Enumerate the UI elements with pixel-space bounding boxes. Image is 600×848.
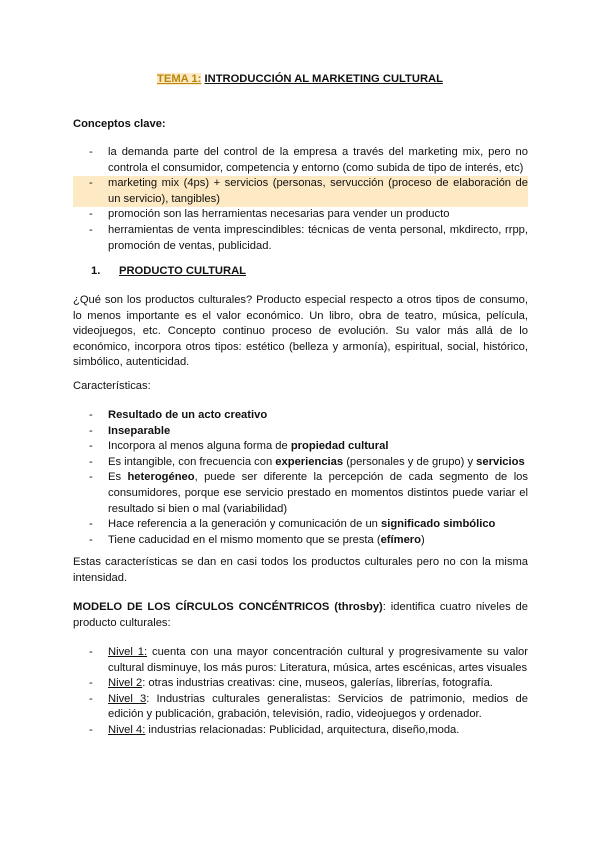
modelo-paragraph: MODELO DE LOS CÍRCULOS CONCÉNTRICOS (throsby): identifica cuatro niveles de producto culturales:: [73, 601, 528, 629]
list-item: - Resultado de un acto creativo: [73, 408, 528, 424]
page-title: [0, 72, 600, 88]
title-prefix: TEMA 1:: [157, 73, 202, 85]
list-item: - Hace referencia a la generación y comunicación de un significado simbólico: [73, 517, 528, 533]
caracteristicas-list: [73, 408, 528, 548]
list-item: - la demanda parte del control de la empresa a través del marketing mix, pero no controla el consumidor, competencia y entorno (como subida de tipo de interés, etc): [73, 145, 528, 176]
list-item: - marketing mix (4ps) + servicios (personas, servucción (proceso de elaboración de un servicio), tangibles): [73, 176, 528, 207]
list-item: - promoción son las herramientas necesarias para vender un producto: [73, 207, 528, 223]
list-item: - Nivel 1: cuenta con una mayor concentración cultural y progresivamente su valor cultural disminuye, los más puros: Literatura, música, artes escénicas, artes visuales: [73, 645, 528, 676]
list-item: - Inseparable: [73, 424, 528, 440]
list-item: - Nivel 3: Industrias culturales generalistas: Servicios de patrimonio, medios de edición y publicación, grabación, televisión, radio, videojuegos y ordenador.: [73, 692, 528, 723]
niveles-list: [73, 645, 528, 739]
title-text: INTRODUCCIÓN AL MARKETING CULTURAL: [204, 73, 443, 85]
list-item: - Incorpora al menos alguna forma de propiedad cultural: [73, 439, 528, 455]
conclusion-paragraph: Estas características se dan en casi todos los productos culturales pero no con la misma intensidad.: [73, 556, 528, 584]
list-item: - Es intangible, con frecuencia con experiencias (personales y de grupo) y servicios: [73, 455, 528, 471]
list-item: - herramientas de venta imprescindibles: técnicas de venta personal, mkdirecto, rrpp, promoción de ventas, publicidad.: [73, 223, 528, 254]
caracteristicas-label: Características:: [73, 380, 151, 392]
list-item: - Tiene caducidad en el mismo momento que se presta (efímero): [73, 533, 528, 549]
section-intro: ¿Qué son los productos culturales? Producto especial respecto a otros tipos de consumo, lo menos importante es el valor económico. Un libro, obra de teatro, música, película, videojuegos, etc. Concepto continuo proceso de evolución. Su valor más allá de lo económico, incorpora otros tipos: estético (belleza y armonía), espiritual, social, histórico, simbólico, autenticidad.: [73, 294, 528, 369]
list-item: - Es heterogéneo, puede ser diferente la percepción de cada segmento de los consumidores, porque ese servicio prestado en momentos distintos puede variar el resultado si bien o mal (variabilidad): [73, 470, 528, 517]
section-heading: 1. PRODUCTO CULTURAL: [91, 265, 246, 277]
list-item: - Nivel 4: industrias relacionadas: Publicidad, arquitectura, diseño,moda.: [73, 723, 528, 739]
list-item: - Nivel 2: otras industrias creativas: cine, museos, galerías, librerías, fotografía.: [73, 676, 528, 692]
conceptos-heading: Conceptos clave:: [73, 118, 166, 130]
conceptos-list: [73, 145, 528, 254]
